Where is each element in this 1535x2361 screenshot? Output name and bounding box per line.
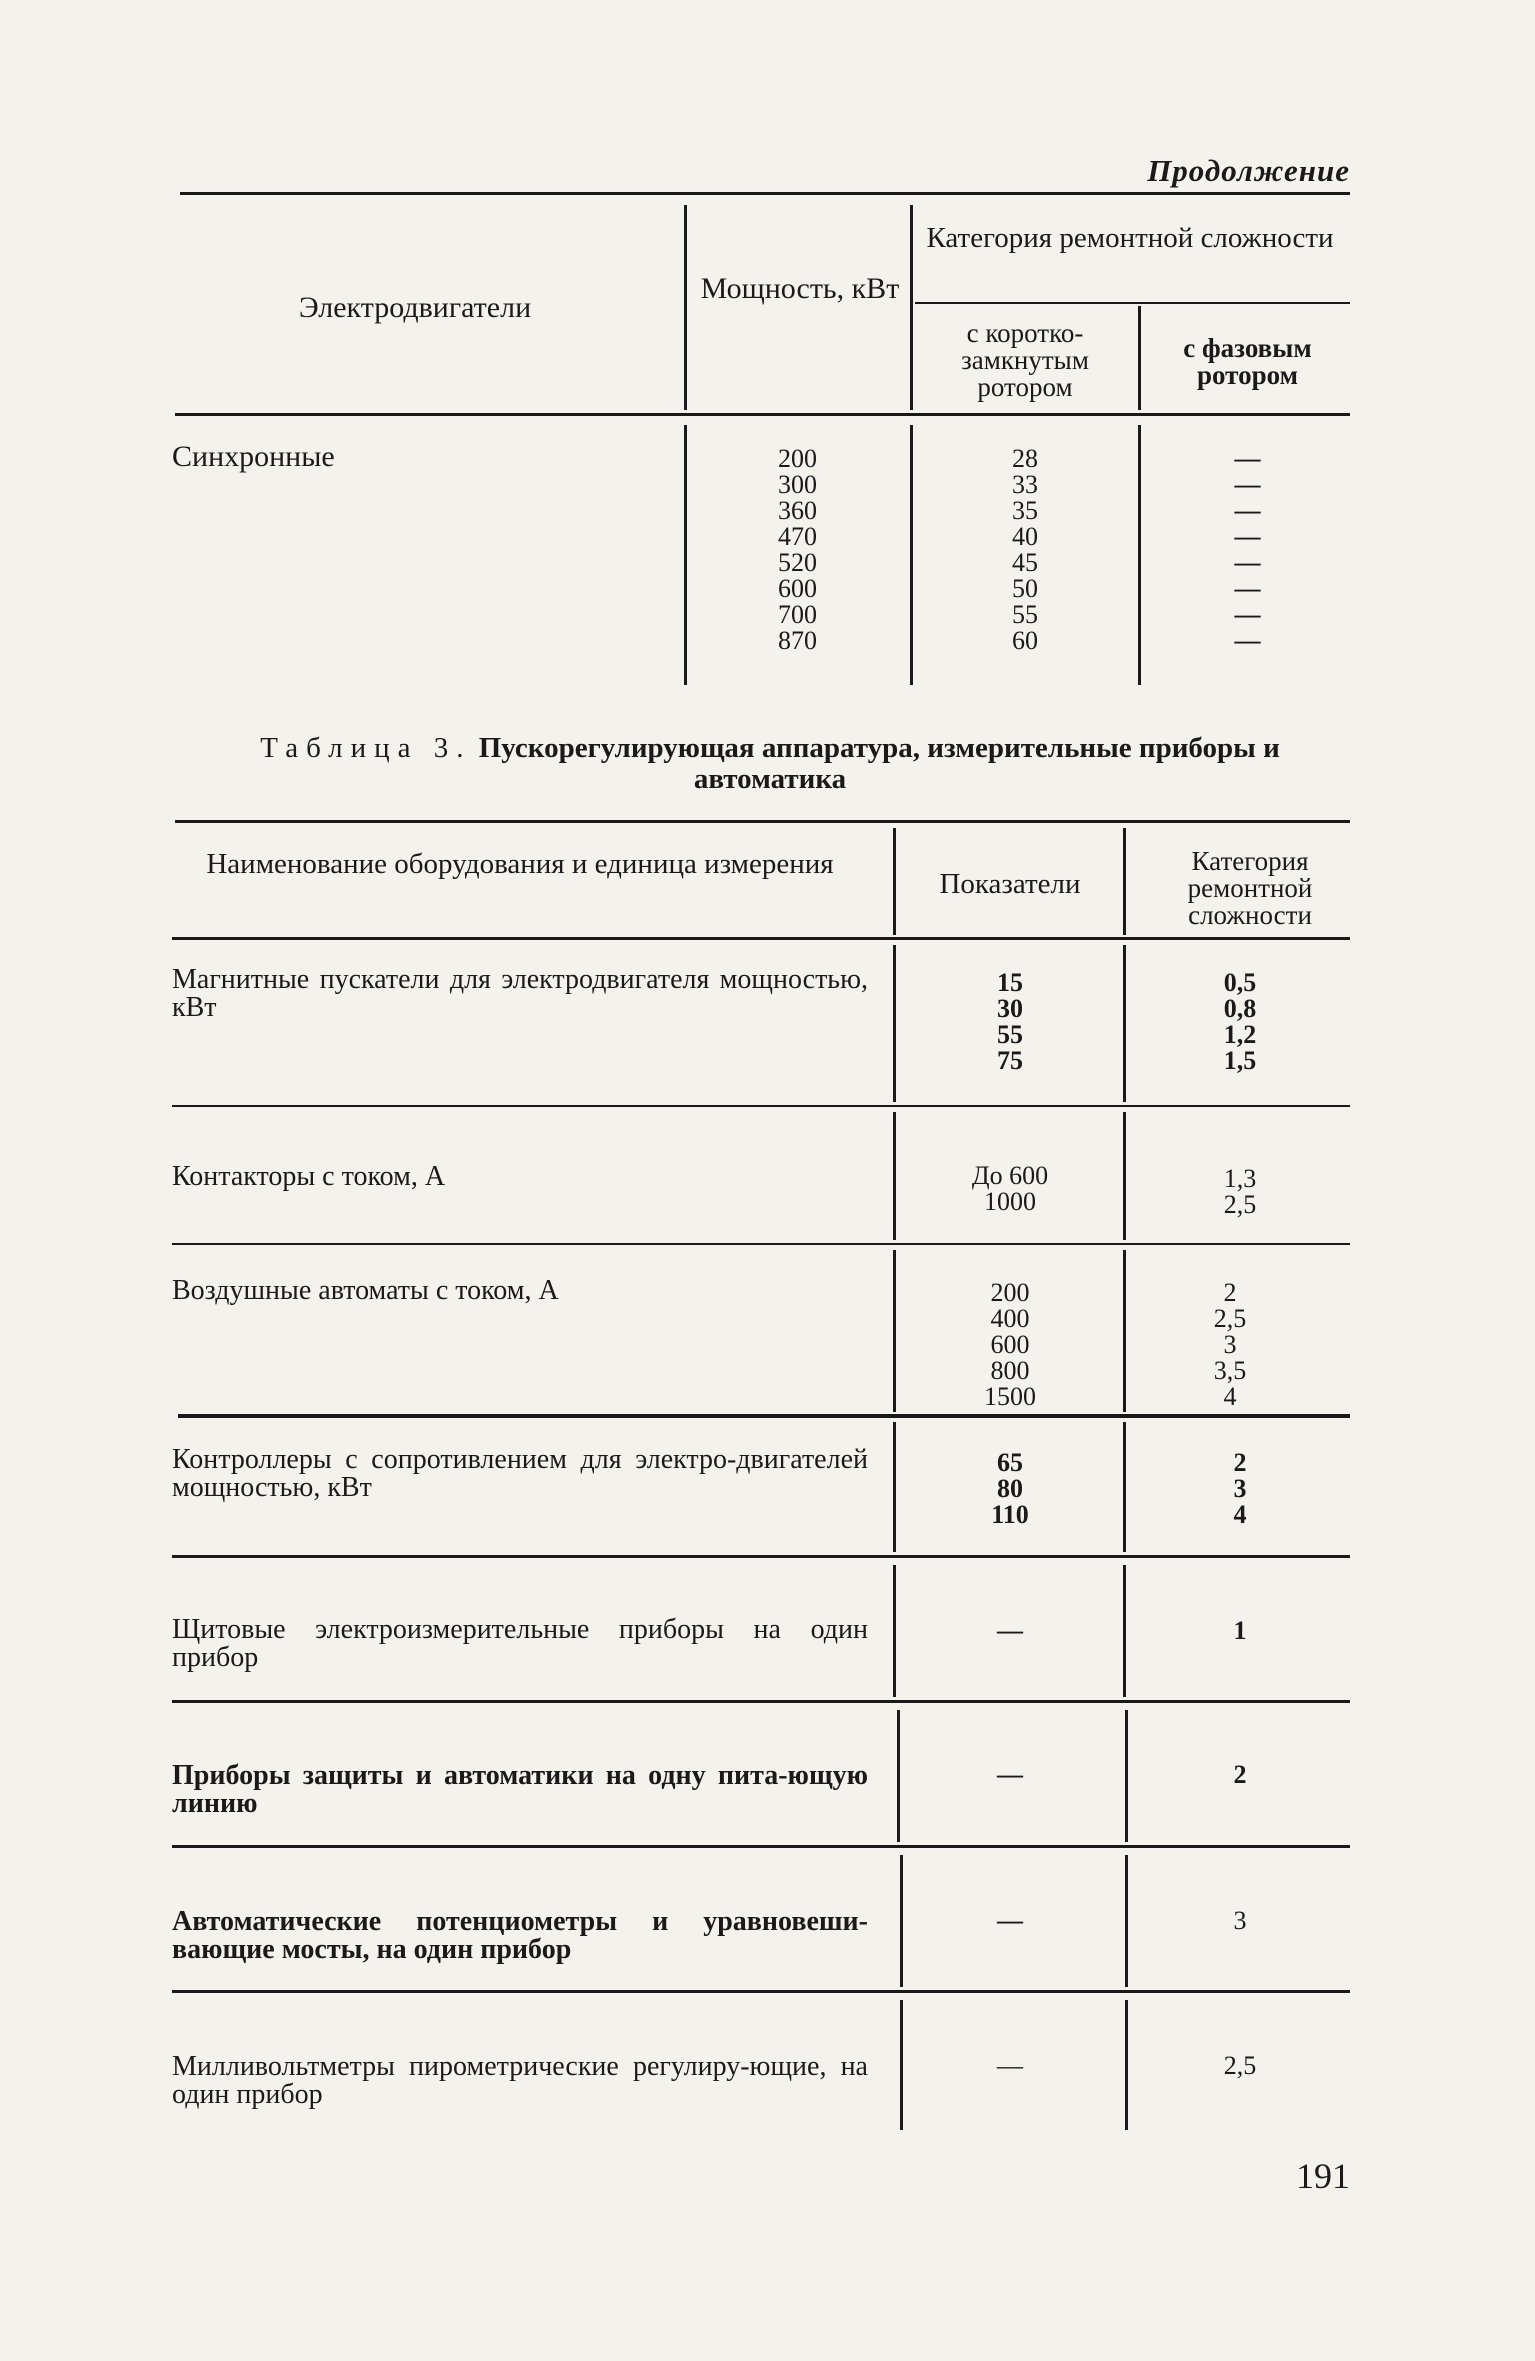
protection-devices-indicators: — bbox=[997, 1760, 1023, 1789]
table3-caption-text: Пускорегулирующая аппаратура, измерительные приборы и автоматика bbox=[478, 732, 1280, 795]
row-contactors: Контакторы с током, А bbox=[172, 1161, 446, 1192]
table-divider bbox=[893, 1565, 896, 1697]
table-rule bbox=[172, 1105, 1350, 1107]
table3-caption-label: Таблица 3. bbox=[260, 732, 472, 764]
millivoltmeters-indicators: — bbox=[997, 2051, 1023, 2080]
header-motors: Электродвигатели bbox=[298, 291, 532, 324]
air-breakers-indicators: 200 400 600 800 1500 bbox=[984, 1278, 1036, 1411]
table-divider bbox=[893, 945, 896, 1102]
table-divider bbox=[1123, 1112, 1126, 1240]
air-breakers-category: 2 2,5 3 3,5 4 bbox=[1213, 1278, 1247, 1411]
squirrel-cage-values: 28 33 35 40 45 50 55 60 bbox=[1012, 444, 1038, 655]
panel-instruments-indicators: — bbox=[997, 1616, 1023, 1645]
table-divider bbox=[1125, 2000, 1128, 2130]
row-protection-devices: Приборы защиты и автоматики на одну пита-ющую линию bbox=[172, 1760, 868, 1819]
millivoltmeters-category: 2,5 bbox=[1223, 2051, 1257, 2080]
table-divider bbox=[1125, 1855, 1128, 1987]
row-millivoltmeters: Милливольтметры пирометрические регулиру-ющие, на один прибор bbox=[172, 2051, 868, 2110]
panel-instruments-category: 1 bbox=[1233, 1616, 1247, 1645]
table-rule bbox=[172, 1243, 1350, 1245]
header-squirrel-cage-rotor: с коротко-замкнутым ротором bbox=[961, 318, 1089, 402]
page-number: 191 bbox=[1296, 2156, 1350, 2196]
row-potentiometers: Автоматические потенциометры и уравновеши-вающие мосты, на один прибор bbox=[172, 1906, 868, 1965]
continuation-label: Продолжение bbox=[1147, 153, 1350, 188]
table-divider bbox=[893, 828, 896, 935]
table-divider bbox=[893, 1112, 896, 1240]
table-divider bbox=[1125, 1710, 1128, 1842]
magnetic-starters-indicators: 15 30 55 75 bbox=[997, 968, 1023, 1075]
row-controllers: Контроллеры с сопротивлением для электро-двигателей мощностью, кВт bbox=[172, 1444, 868, 1503]
table-rule bbox=[175, 820, 1350, 823]
table-divider bbox=[1123, 828, 1126, 935]
contactors-category: 1,3 2,5 bbox=[1223, 1164, 1257, 1219]
potentiometers-indicators: — bbox=[997, 1906, 1023, 1935]
power-values: 200 300 360 470 520 600 700 870 bbox=[778, 444, 817, 655]
table-rule bbox=[172, 937, 1350, 940]
controllers-indicators: 65 80 110 bbox=[991, 1448, 1029, 1529]
table-rule bbox=[172, 1555, 1350, 1558]
row-air-breakers: Воздушные автоматы с током, А bbox=[172, 1275, 559, 1306]
contactors-indicators: До 600 1000 bbox=[971, 1161, 1049, 1216]
header-repair-category: Категория ремонтной сложности bbox=[1187, 846, 1313, 930]
header-phase-rotor: с фазовым ротором bbox=[1183, 333, 1312, 390]
header-equipment-name: Наименование оборудования и единица измерения bbox=[206, 848, 834, 880]
table-rule bbox=[178, 1414, 1350, 1418]
table-rule bbox=[172, 1845, 1350, 1848]
table-divider bbox=[1123, 945, 1126, 1102]
magnetic-starters-category: 0,5 0,8 1,2 1,5 bbox=[1223, 968, 1257, 1075]
header-power: Мощность, кВт bbox=[700, 272, 900, 305]
row-panel-instruments: Щитовые электроизмерительные приборы на один прибор bbox=[172, 1614, 868, 1673]
table-rule bbox=[172, 1700, 1350, 1703]
protection-devices-category: 2 bbox=[1233, 1760, 1247, 1789]
header-repair-category: Категория ремонтной сложности bbox=[926, 222, 1334, 254]
phase-rotor-values: — — — — — — — — bbox=[1234, 444, 1261, 655]
header-indicators: Показатели bbox=[939, 868, 1081, 900]
table-divider bbox=[893, 1250, 896, 1412]
table-divider bbox=[1123, 1565, 1126, 1697]
table-divider bbox=[893, 1422, 896, 1552]
row-magnetic-starters: Магнитные пускатели для электродвигателя мощностью, кВт bbox=[172, 964, 868, 1023]
table-rule bbox=[172, 1990, 1350, 1993]
table-divider bbox=[1123, 1422, 1126, 1552]
controllers-category: 2 3 4 bbox=[1233, 1448, 1247, 1529]
potentiometers-category: 3 bbox=[1233, 1906, 1247, 1935]
row-synchronous: Синхронные bbox=[172, 440, 335, 473]
